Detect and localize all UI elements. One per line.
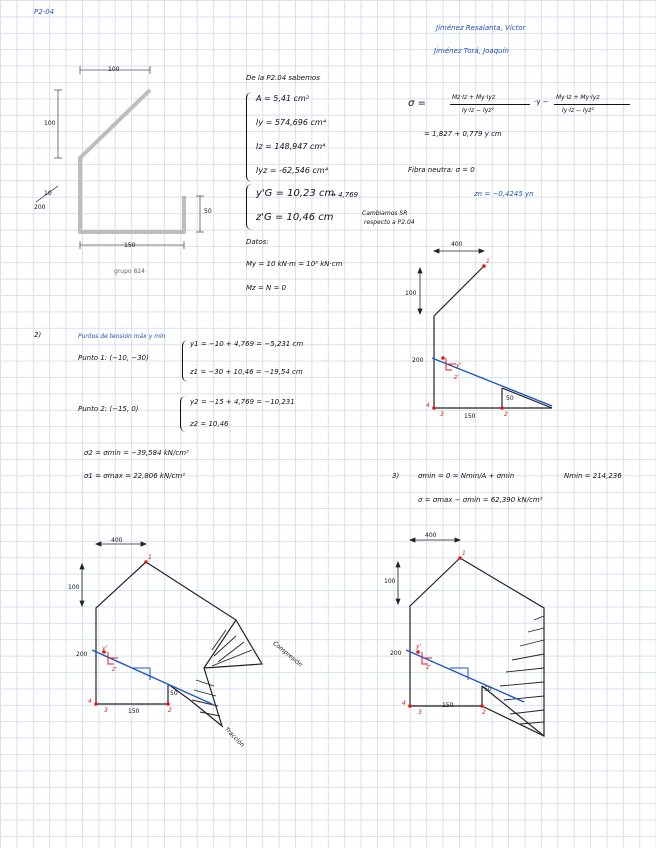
diag1-h100: 100	[405, 290, 417, 297]
diag3-pt1: 1	[462, 550, 466, 557]
diag3-zn: z'	[426, 664, 431, 671]
diag2-pt3: 3	[104, 707, 108, 714]
change-note-2: respecto a P2.04	[364, 219, 415, 226]
point2-y: y2 = −15 + 4,769 = −10,231	[190, 398, 295, 406]
sigma-min: σ2 = σmin = −39,584 kN/cm²	[84, 449, 189, 457]
sheet-id: P2-04	[34, 8, 55, 16]
prop-yg-note: → 4,769	[330, 191, 359, 199]
diag2-yn: y'	[102, 645, 108, 652]
sigma-max: σ1 = σmax = 22,806 kN/cm²	[84, 472, 186, 480]
author-2: Jiménez Torá, Joaquín	[434, 47, 509, 55]
diag2-pt1: 1	[148, 554, 152, 561]
prop-zg: z'G = 10,46 cm	[256, 212, 334, 223]
diag1-pt2: 2	[504, 411, 508, 418]
section3-eq2: σ = σmax − σmin = 62,390 kN/cm²	[418, 496, 543, 504]
neutral-fiber-label: Fibra neutra: σ = 0	[408, 166, 475, 174]
point1-y: y1 = −10 + 4,769 = −5,231 cm	[190, 340, 304, 348]
diag1-pt4: 4	[426, 402, 430, 409]
prop-yg: y'G = 10,23 cm	[256, 188, 335, 199]
prop-iy: Iy = 574,696 cm⁴	[256, 118, 326, 127]
diag3-s150: 150	[442, 702, 454, 709]
dim-bottom: 150	[124, 242, 136, 249]
diag1-s150: 150	[464, 413, 476, 420]
prop-iz: Iz = 148,947 cm⁴	[256, 142, 326, 151]
diag2-zn: z'	[112, 666, 117, 673]
diag3-yn: y'	[416, 643, 422, 650]
diag2-pt4: 4	[88, 698, 92, 705]
point2-z: z2 = 10,46	[190, 420, 229, 428]
frac1-den: Iy·Iz − Iyz²	[462, 107, 494, 114]
figure-caption: grupo 824	[114, 268, 145, 275]
diag3-s50: 50	[484, 686, 492, 693]
diag3-w400: 400	[425, 532, 437, 539]
diag3-h100: 100	[384, 578, 396, 585]
section2-title: Puntos de tensión máx y mín	[78, 333, 166, 340]
dim-10: 10	[44, 190, 52, 197]
diag2-h100: 100	[68, 584, 80, 591]
dim-left: 100	[44, 120, 56, 127]
sigma-result: = 1,827 + 0,779 y cm	[424, 130, 502, 138]
dim-right: 50	[204, 208, 212, 215]
dim-top: 100	[108, 66, 120, 73]
prop-area: A = 5,41 cm²	[256, 94, 310, 103]
section3-eq1: σmin = 0 = Nmin/A + σmin	[418, 472, 515, 480]
diag2-pt2: 2	[168, 707, 172, 714]
traccion-label: Tracción	[223, 726, 246, 749]
diag2-h200: 200	[76, 651, 88, 658]
moment-mz: Mz = N = 0	[246, 284, 287, 292]
diag1-w400: 400	[451, 241, 463, 248]
section2-number: 2)	[34, 331, 42, 339]
diag1-pt1: 1	[486, 258, 490, 265]
author-1: Jiménez Resalanta, Víctor	[436, 24, 526, 32]
diag3-pt2: 2	[482, 709, 486, 716]
dim-200: 200	[34, 204, 46, 211]
neutral-fiber-eq: zn = −0,4245 yn	[474, 190, 534, 198]
sigma-lhs: σ =	[408, 98, 426, 109]
properties-intro: De la P2.04 sabemos	[246, 74, 320, 82]
diag1-zn: z'	[454, 374, 459, 381]
frac1-num: Mz·Iz + My·Iyz	[452, 94, 496, 101]
change-note-1: Cambiamos SR	[362, 210, 408, 217]
diag3-h200: 200	[390, 650, 402, 657]
point2-label: Punto 2: (−15, 0)	[78, 405, 139, 413]
minus-sign: ·y −	[534, 98, 549, 106]
section3-number: 3)	[392, 472, 400, 480]
frac2-den: Iy·Iz − Iyz²	[562, 107, 594, 114]
diag3-pt4: 4	[402, 700, 406, 707]
prop-iyz: Iyz = -62,546 cm⁴	[256, 166, 328, 175]
diag1-pt3: 3	[440, 411, 444, 418]
datos-label: Datos:	[246, 238, 269, 246]
point1-z: z1 = −30 + 10,46 = −19,54 cm	[190, 368, 303, 376]
diag2-s150: 150	[128, 708, 140, 715]
diag2-w400: 400	[111, 537, 123, 544]
diag2-s50: 50	[170, 690, 178, 697]
moment-my: My = 10 kN·m = 10³ kN·cm	[246, 260, 343, 268]
diag1-s50: 50	[506, 395, 514, 402]
diag1-h200: 200	[412, 357, 424, 364]
section3-nmin: Nmin = 214,236	[564, 472, 622, 480]
frac2-num: My·Iz + My·Iyz	[556, 94, 600, 101]
compresion-label: Compresión	[271, 640, 304, 669]
diag3-pt3: 3	[418, 709, 422, 716]
point1-label: Punto 1: (−10, −30)	[78, 354, 149, 362]
diag1-yn: y'	[456, 362, 462, 369]
